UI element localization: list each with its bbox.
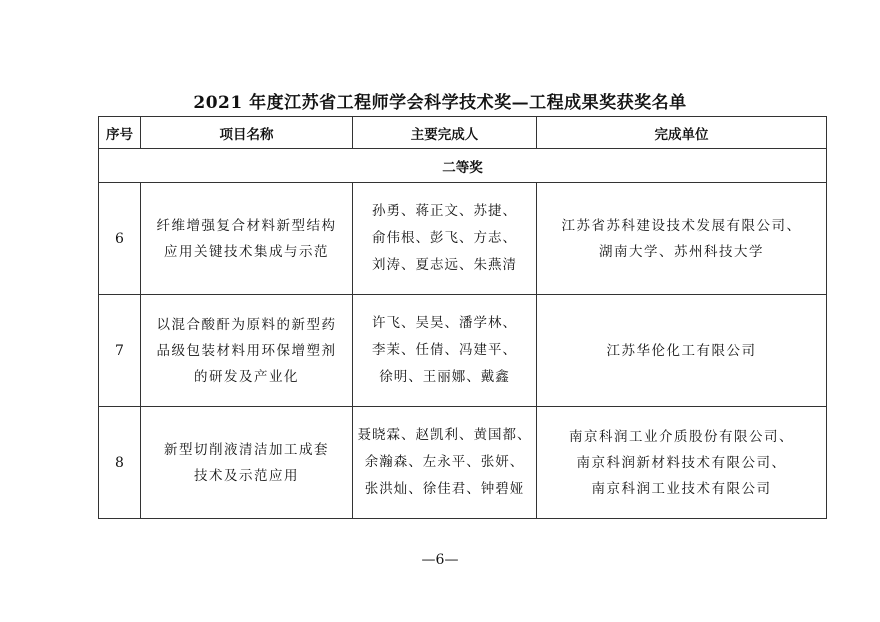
people-cell (353, 407, 537, 519)
project-line: 技术及示范应用 (194, 467, 299, 484)
page-number: —6— (421, 552, 459, 568)
header-people: 主要完成人 (353, 117, 537, 149)
project-cell (141, 295, 353, 407)
unit-line: 江苏省苏科建设技术发展有限公司、 (561, 217, 802, 234)
people-line: 聂晓霖、赵凯利、黄国都、 (357, 427, 532, 443)
unit-cell (537, 295, 827, 407)
project-line: 品级包装材料用环保增塑剂 (156, 342, 337, 359)
unit-cell (537, 183, 827, 295)
seq-cell: 6 (99, 183, 141, 295)
project-cell (141, 407, 353, 519)
page-title: 2021 年度江苏省工程师学会科学技术奖—工程成果奖获奖名单 (193, 93, 687, 113)
header-unit: 完成单位 (537, 117, 827, 149)
unit-line: 南京科润工业介质股份有限公司、 (569, 428, 794, 445)
category-label: 二等奖 (99, 149, 827, 183)
award-table (98, 116, 827, 519)
unit-line: 南京科润新材料技术有限公司、 (576, 454, 787, 471)
people-line: 刘涛、夏志远、朱燕清 (372, 257, 517, 273)
people-line: 许飞、吴昊、潘学林、 (372, 315, 517, 331)
people-line: 孙勇、蒋正文、苏捷、 (372, 203, 517, 219)
table-row (99, 295, 827, 407)
people-line: 张洪灿、徐佳君、钟碧娅 (364, 481, 525, 497)
category-row (99, 149, 827, 183)
people-line: 徐明、王丽娜、戴鑫 (379, 369, 510, 385)
seq-cell: 8 (99, 407, 141, 519)
people-line: 余瀚森、左永平、张妍、 (364, 454, 525, 470)
table-row (99, 407, 827, 519)
unit-line: 南京科润工业技术有限公司 (591, 480, 772, 497)
table-row (99, 183, 827, 295)
project-line: 新型切削液清洁加工成套 (164, 441, 329, 458)
people-cell (353, 183, 537, 295)
people-line: 俞伟根、彭飞、方志、 (372, 230, 517, 246)
header-project: 项目名称 (141, 117, 353, 149)
project-line: 纤维增强复合材料新型结构 (156, 217, 337, 234)
unit-line: 江苏华伦化工有限公司 (606, 342, 757, 359)
project-cell (141, 183, 353, 295)
project-line: 的研发及产业化 (194, 368, 299, 385)
unit-cell (537, 407, 827, 519)
project-line: 应用关键技术集成与示范 (164, 243, 329, 260)
people-cell (353, 295, 537, 407)
header-seq: 序号 (99, 117, 141, 149)
project-line: 以混合酸酐为原料的新型药 (156, 316, 337, 333)
seq-cell: 7 (99, 295, 141, 407)
unit-line: 湖南大学、苏州科技大学 (599, 243, 764, 260)
table-header-row (99, 117, 827, 149)
people-line: 李茉、任倩、冯建平、 (372, 342, 517, 358)
